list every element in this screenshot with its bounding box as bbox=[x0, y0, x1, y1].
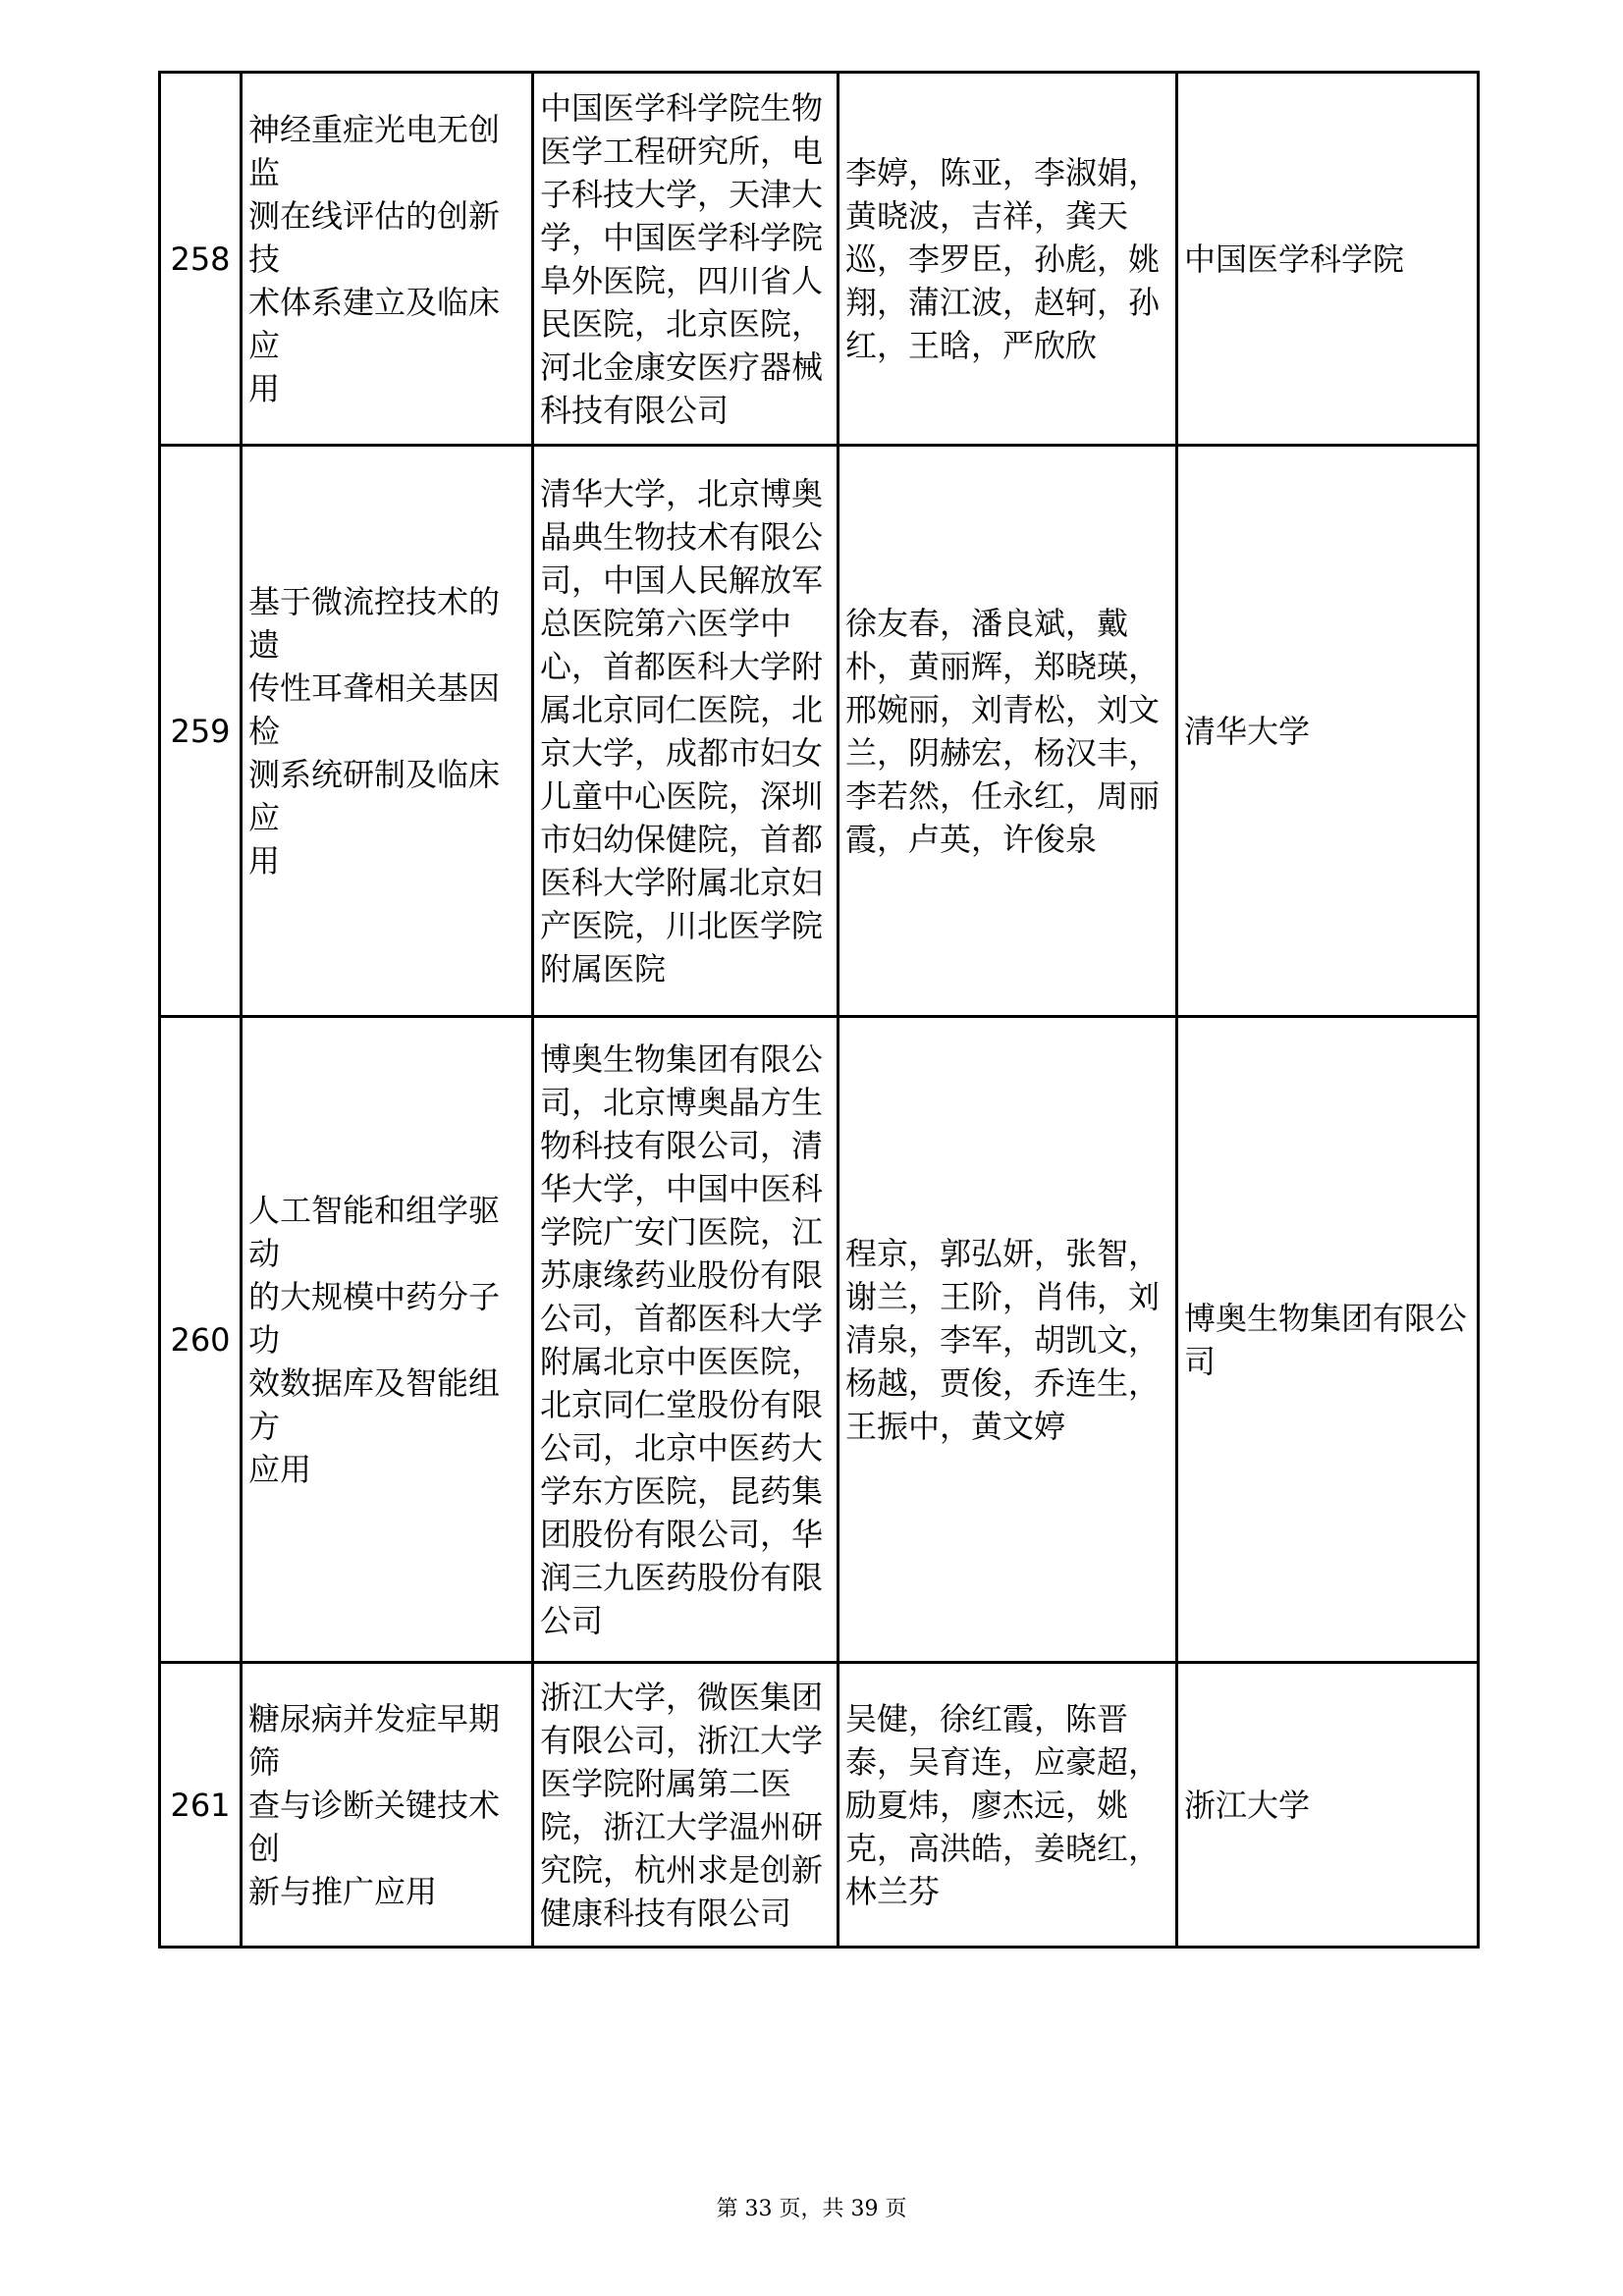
project-name: 糖尿病并发症早期筛 查与诊断关键技术创 新与推广应用 bbox=[242, 1663, 533, 1948]
project-name: 人工智能和组学驱动 的大规模中药分子功 效数据库及智能组方 应用 bbox=[242, 1017, 533, 1663]
completing-units: 清华大学，北京博奥 晶典生物技术有限公 司，中国人民解放军 总医院第六医学中 心，首都医科大学附 属北京同仁医院，北 京大学，成都市妇女 儿童中心医院，深圳 市妇幼保健院，首都 医科大学附属北京妇 产医院，川北医学院 附属医院 bbox=[533, 446, 839, 1017]
completing-units: 中国医学科学院生物 医学工程研究所，电 子科技大学，天津大 学，中国医学科学院 阜外医院，四川省人 民医院，北京医院， 河北金康安医疗器械 科技有限公司 bbox=[533, 73, 839, 446]
row-number: 260 bbox=[160, 1017, 242, 1663]
completing-units: 博奥生物集团有限公 司，北京博奥晶方生 物科技有限公司，清 华大学，中国中医科 学院广安门医院，江 苏康缘药业股份有限 公司，首都医科大学 附属北京中医医院， 北京同仁堂股份有限 公司，北京中医药大 学东方医院，昆药集 团股份有限公司，华 润三九医药股份有限 公司 bbox=[533, 1017, 839, 1663]
recommender: 博奥生物集团有限公 司 bbox=[1177, 1017, 1479, 1663]
recommender: 浙江大学 bbox=[1177, 1663, 1479, 1948]
completing-people: 程京，郭弘妍，张智， 谢兰，王阶，肖伟，刘 清泉，李军，胡凯文， 杨越，贾俊，乔连生， 王振中，黄文婷 bbox=[839, 1017, 1177, 1663]
row-number: 258 bbox=[160, 73, 242, 446]
completing-people: 吴健，徐红霞，陈晋 泰，吴育连，应豪超， 励夏炜，廖杰远，姚 克，高洪皓，姜晓红， 林兰芬 bbox=[839, 1663, 1177, 1948]
project-name: 神经重症光电无创监 测在线评估的创新技 术体系建立及临床应 用 bbox=[242, 73, 533, 446]
award-table bbox=[158, 71, 1480, 1949]
completing-units: 浙江大学，微医集团 有限公司，浙江大学 医学院附属第二医 院，浙江大学温州研 究院，杭州求是创新 健康科技有限公司 bbox=[533, 1663, 839, 1948]
completing-people: 徐友春，潘良斌，戴 朴，黄丽辉，郑晓瑛， 邢婉丽，刘青松，刘文 兰，阴赫宏，杨汉丰， 李若然，任永红，周丽 霞，卢英，许俊泉 bbox=[839, 446, 1177, 1017]
recommender: 清华大学 bbox=[1177, 446, 1479, 1017]
table-row bbox=[160, 446, 1479, 1017]
table-row bbox=[160, 1663, 1479, 1948]
row-number: 259 bbox=[160, 446, 242, 1017]
recommender: 中国医学科学院 bbox=[1177, 73, 1479, 446]
project-name: 基于微流控技术的遗 传性耳聋相关基因检 测系统研制及临床应 用 bbox=[242, 446, 533, 1017]
page-footer: 第 33 页，共 39 页 bbox=[716, 2197, 907, 2221]
row-number: 261 bbox=[160, 1663, 242, 1948]
table-row bbox=[160, 73, 1479, 446]
table-row bbox=[160, 1017, 1479, 1663]
completing-people: 李婷，陈亚，李淑娟， 黄晓波，吉祥，龚天 巡，李罗臣，孙彪，姚 翔，蒲江波，赵轲，孙 红，王晗，严欣欣 bbox=[839, 73, 1177, 446]
